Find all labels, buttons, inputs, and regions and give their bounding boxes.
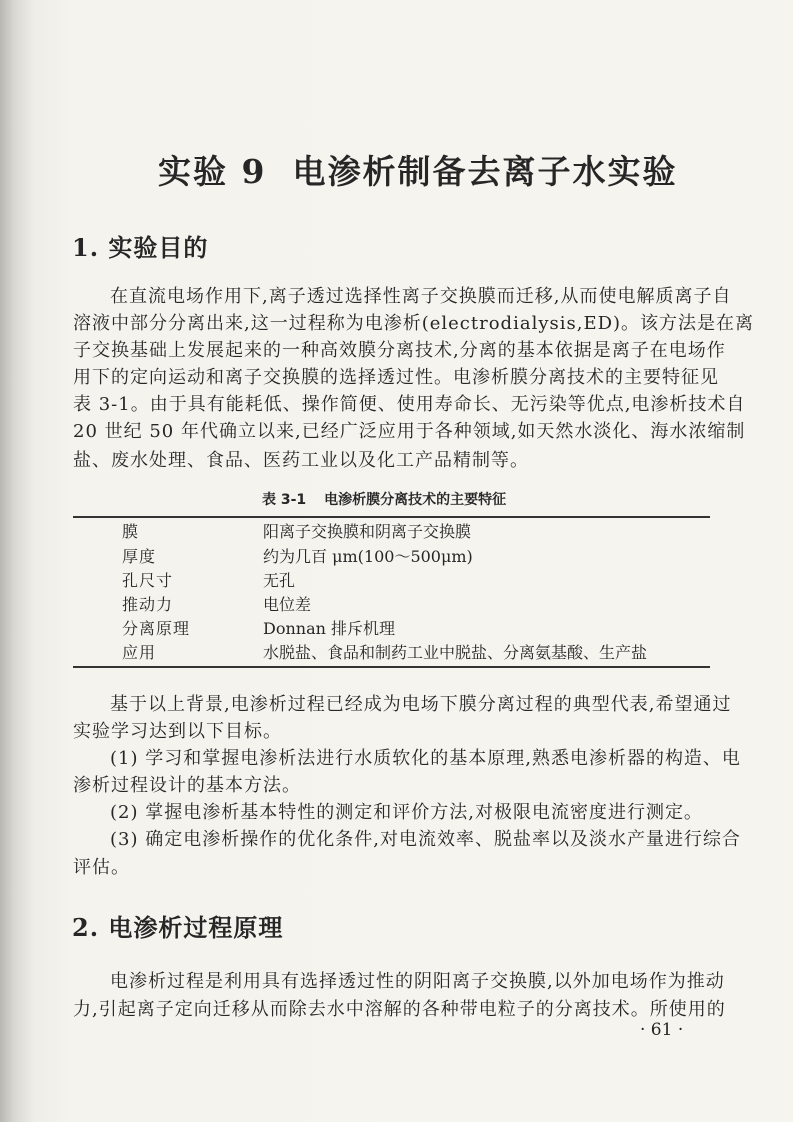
paragraph-line: 在直流电场作用下,离子透过选择性离子交换膜而迁移,从而使电解质离子自 xyxy=(110,286,732,307)
row-label: 分离原理 xyxy=(122,619,191,638)
paragraph-line: 力,引起离子定向迁移从而除去水中溶解的各种带电粒子的分离技术。所使用的 xyxy=(73,999,726,1020)
row-label: 膜 xyxy=(122,522,140,541)
row-label: 厚度 xyxy=(122,547,157,566)
row-value: Donnan 排斥机理 xyxy=(263,619,396,638)
experiment-number: 实验 9 xyxy=(158,152,267,191)
paragraph-line: 20 世纪 50 年代确立以来,已经广泛应用于各种领域,如天然水淡化、海水浓缩制 xyxy=(73,421,746,442)
table-top-rule xyxy=(73,516,710,518)
row-value: 无孔 xyxy=(263,571,296,590)
paragraph-line: 渗析过程设计的基本方法。 xyxy=(73,775,301,796)
section-heading-principle: 2. 电渗析过程原理 xyxy=(72,913,284,942)
row-label: 推动力 xyxy=(122,595,174,614)
table-row xyxy=(73,593,710,617)
table-row xyxy=(73,641,710,665)
table-row xyxy=(73,617,710,641)
table-row xyxy=(73,545,710,569)
page-title xyxy=(158,150,677,194)
paragraph-line: 子交换基础上发展起来的一种高效膜分离技术,分离的基本依据是离子在电场作 xyxy=(73,340,726,361)
section-heading-objectives: 1. 实验目的 xyxy=(72,233,209,262)
paragraph-line: 基于以上背景,电渗析过程已经成为电场下膜分离过程的典型代表,希望通过 xyxy=(110,694,732,715)
table-caption xyxy=(262,489,506,509)
row-label: 孔尺寸 xyxy=(122,571,174,590)
row-label: 应用 xyxy=(122,643,157,662)
paragraph-line: 盐、废水处理、食品、医药工业以及化工产品精制等。 xyxy=(73,450,529,471)
table-row xyxy=(73,520,710,544)
row-value: 阳离子交换膜和阴离子交换膜 xyxy=(263,522,472,541)
objective-2: (2) 掌握电渗析基本特性的测定和评价方法,对极限电流密度进行测定。 xyxy=(110,802,703,823)
table-row xyxy=(73,569,710,593)
paragraph-line: 表 3-1。由于具有能耗低、操作简便、使用寿命长、无污染等优点,电渗析技术自 xyxy=(73,394,746,415)
page-number: · 61 · xyxy=(640,1020,684,1040)
row-value: 电位差 xyxy=(263,595,312,614)
paragraph-line: 实验学习达到以下目标。 xyxy=(73,721,282,742)
table-number: 表 3-1 xyxy=(262,492,307,508)
table-caption-text: 电渗析膜分离技术的主要特征 xyxy=(324,492,507,508)
paragraph-line: 溶液中部分分离出来,这一过程称为电渗析(electrodialysis,ED)。该方法是在离 xyxy=(73,313,755,334)
paragraph-line: 用下的定向运动和离子交换膜的选择透过性。电渗析膜分离技术的主要特征见 xyxy=(73,367,719,388)
row-value: 水脱盐、食品和制药工业中脱盐、分离氨基酸、生产盐 xyxy=(263,643,648,662)
objective-1: (1) 学习和掌握电渗析法进行水质软化的基本原理,熟悉电渗析器的构造、电 xyxy=(110,748,741,769)
table-bottom-rule xyxy=(73,666,710,668)
paragraph-line: 电渗析过程是利用具有选择透过性的阴阳离子交换膜,以外加电场作为推动 xyxy=(110,971,725,992)
row-value: 约为几百 μm(100～500μm) xyxy=(263,547,473,566)
objective-3: (3) 确定电渗析操作的优化条件,对电流效率、脱盐率以及淡水产量进行综合 xyxy=(110,829,741,850)
experiment-name: 电渗析制备去离子水实验 xyxy=(292,152,678,191)
paragraph-line: 评估。 xyxy=(73,857,130,878)
